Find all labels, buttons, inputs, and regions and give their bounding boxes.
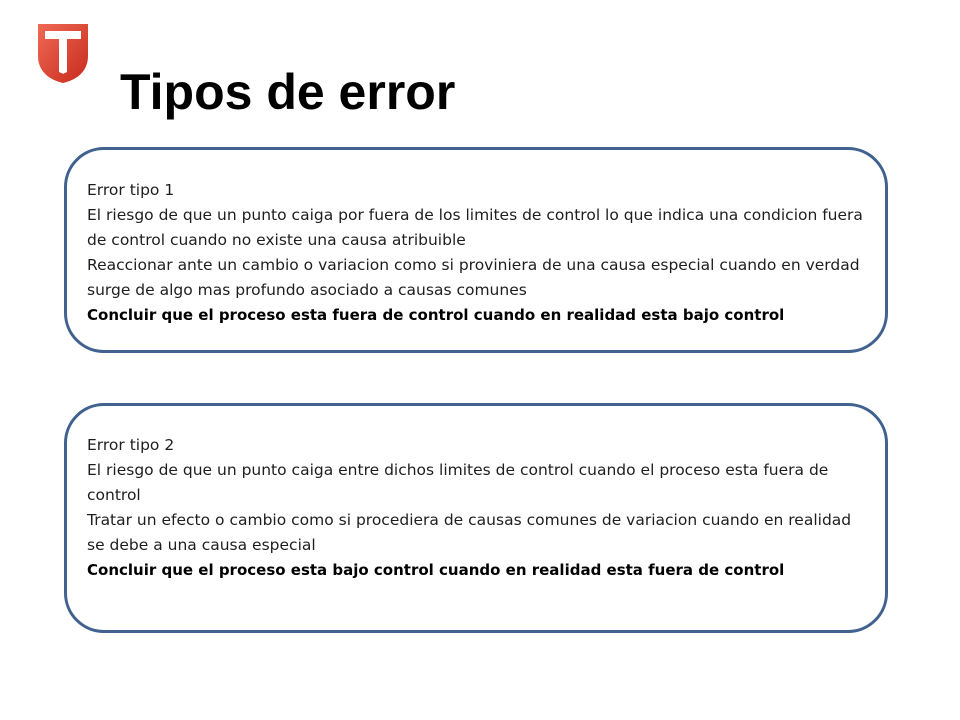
error-type-2-definition: El riesgo de que un punto caiga entre dichos limites de control cuando el proceso esta fuera de control bbox=[87, 461, 829, 504]
university-shield-logo bbox=[36, 22, 90, 84]
error-type-2-conclusion: Concluir que el proceso esta bajo control cuando en realidad esta fuera de control bbox=[87, 561, 785, 579]
error-type-2-heading: Error tipo 2 bbox=[87, 436, 175, 454]
error-type-1-definition: El riesgo de que un punto caiga por fuera de los limites de control lo que indica una condicion fuera de control cuando no existe una causa atribuible bbox=[87, 206, 863, 249]
slide-title: Tipos de error bbox=[120, 64, 456, 120]
error-type-2-explanation: Tratar un efecto o cambio como si procediera de causas comunes de variacion cuando en realidad se debe a una causa especial bbox=[87, 511, 852, 554]
error-type-1-explanation: Reaccionar ante un cambio o variacion como si proviniera de una causa especial cuando en verdad surge de algo mas profundo asociado a causas comunes bbox=[87, 256, 860, 299]
error-type-1-box bbox=[64, 147, 888, 353]
error-type-1-heading: Error tipo 1 bbox=[87, 181, 175, 199]
error-type-1-conclusion: Concluir que el proceso esta fuera de control cuando en realidad esta bajo control bbox=[87, 306, 785, 324]
error-type-2-box bbox=[64, 403, 888, 633]
